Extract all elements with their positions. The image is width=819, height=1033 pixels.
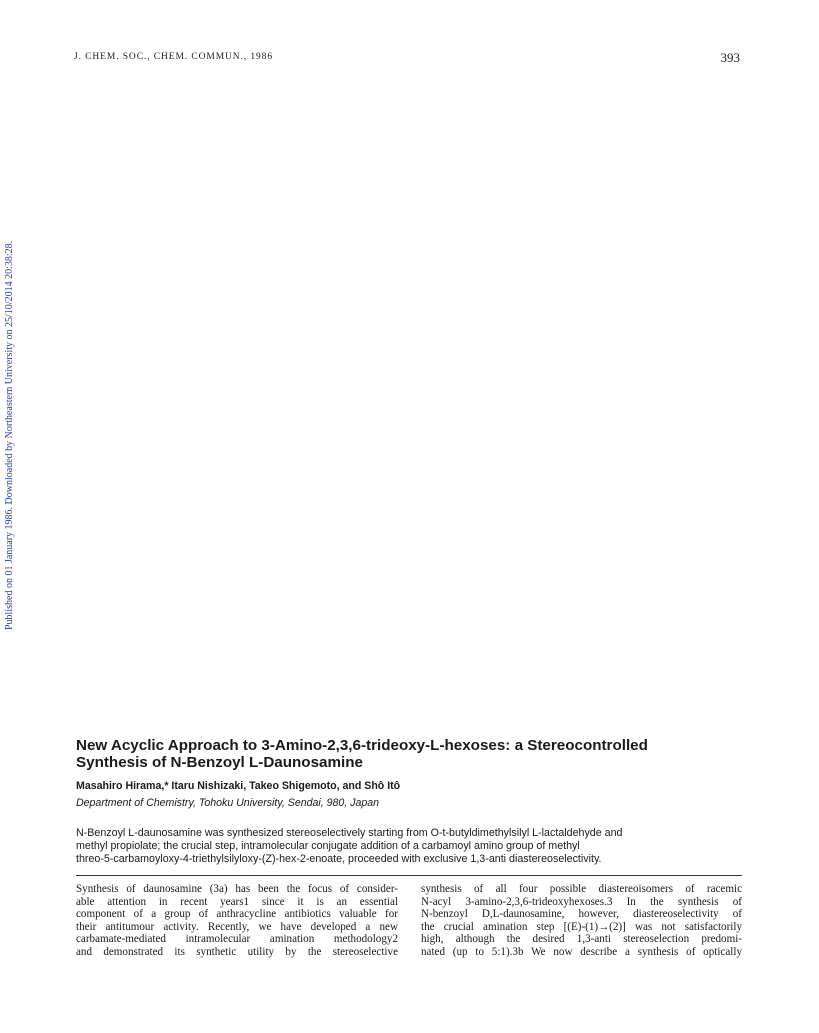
body-line: the crucial amination step [(E)-(1)→(2)] was not satisfactorily [421,920,742,933]
body-column-right [421,883,742,959]
abstract-line: threo-5-carbamoyloxy-4-triethylsilyloxy-(Z)-hex-2-enoate, proceeded with exclusive 1,3-anti diastereoselectivity. [76,853,602,865]
abstract-divider [76,875,742,876]
body-line: N-acyl 3-amino-2,3,6-trideoxyhexoses.3 In the synthesis of [421,895,742,908]
article-title [76,737,736,771]
body-line: nated (up to 5:1).3b We now describe a synthesis of optically [421,945,742,958]
download-notice-text: Published on 01 January 1986. Downloaded by Northeastern University on 25/10/2014 20:38:28. [4,240,15,630]
body-line: high, although the desired 1,3-anti stereoselection predomi- [421,933,742,946]
affiliation: Department of Chemistry, Tohoku University, Sendai, 980, Japan [76,797,380,809]
body-line: and demonstrated its synthetic utility by the stereoselective [76,945,398,958]
body-line: synthesis of all four possible diastereoisomers of racemic [421,883,742,895]
body-column-left [76,883,398,959]
title-line: Synthesis of N-Benzoyl L-Daunosamine [76,754,363,771]
download-notice [4,200,18,630]
page-number: 393 [720,50,740,65]
running-header [74,50,740,70]
body-line: able attention in recent years1 since it is an essential [76,895,398,908]
journal-reference: J. CHEM. SOC., CHEM. COMMUN., 1986 [74,52,273,62]
body-line: their antitumour activity. Recently, we have developed a new [76,920,398,933]
abstract-line: methyl propiolate; the crucial step, intramolecular conjugate addition of a carbamoyl amino group of methyl [76,840,580,852]
author-list: Masahiro Hirama,* Itaru Nishizaki, Takeo Shigemoto, and Shô Itô [76,780,401,792]
abstract-line: N-Benzoyl L-daunosamine was synthesized stereoselectively starting from O-t-butyldimethylsilyl L-lactaldehyde and [76,827,623,839]
body-line: component of a group of anthracycline antibiotics valuable for [76,908,398,921]
body-line: N-benzoyl D,L-daunosamine, however, diastereoselectivity of [421,908,742,921]
body-line: carbamate-mediated intramolecular amination methodology2 [76,933,398,946]
body-line: Synthesis of daunosamine (3a) has been the focus of consider- [76,883,398,895]
abstract [76,827,742,866]
title-line: New Acyclic Approach to 3-Amino-2,3,6-trideoxy-L-hexoses: a Stereocontrolled [76,737,648,754]
